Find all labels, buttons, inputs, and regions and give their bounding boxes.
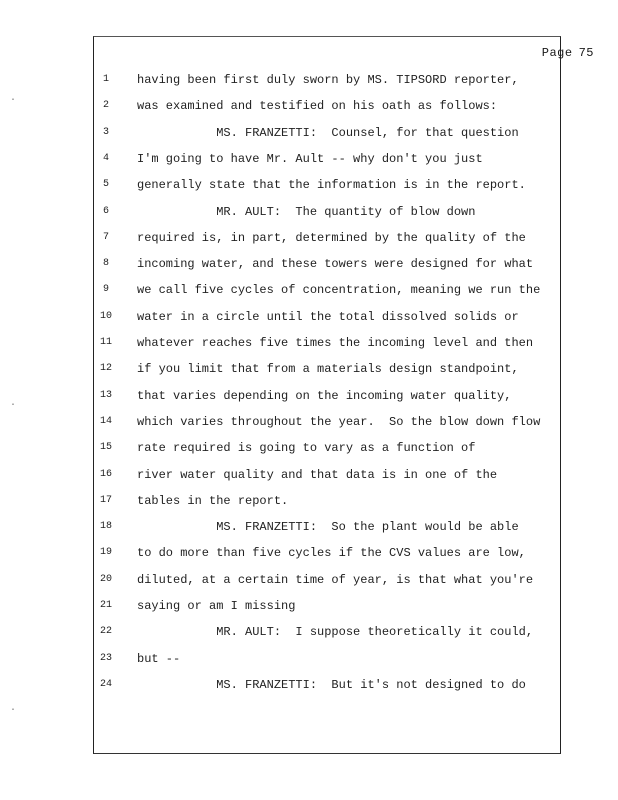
transcript-line <box>0 149 618 169</box>
page-label: Page <box>541 46 573 60</box>
line-number: 8 <box>102 258 109 270</box>
line-number: 5 <box>102 179 109 191</box>
line-text: to do more than five cycles if the CVS values are low, <box>137 546 526 561</box>
line-number: 13 <box>99 389 112 401</box>
transcript-line <box>0 570 618 590</box>
margin-punch-mark: · <box>10 95 17 106</box>
line-number: 21 <box>99 600 112 611</box>
transcript-line <box>0 596 618 616</box>
line-text: we call five cycles of concentration, meaning we run the <box>137 283 541 298</box>
line-number: 24 <box>99 678 112 690</box>
page-number: 75 <box>578 46 594 60</box>
line-number: 19 <box>99 547 112 559</box>
line-number: 17 <box>99 494 112 506</box>
line-number: 11 <box>99 337 112 348</box>
line-number: 22 <box>99 626 112 638</box>
line-number: 1 <box>102 74 109 85</box>
transcript-line <box>0 307 618 327</box>
line-number: 10 <box>99 310 112 322</box>
line-number: 2 <box>102 100 109 112</box>
line-number: 6 <box>102 205 109 217</box>
line-text: saying or am I missing <box>137 599 296 613</box>
transcript-line <box>0 465 618 485</box>
margin-punch-mark: · <box>10 705 17 716</box>
transcript-line <box>0 386 618 406</box>
margin-punch-mark: · <box>10 400 17 411</box>
transcript-line <box>0 123 618 143</box>
line-number: 4 <box>102 152 109 164</box>
transcript-line <box>0 175 618 195</box>
line-text: water in a circle until the total dissolved solids or <box>137 309 519 324</box>
line-number: 3 <box>102 126 109 138</box>
line-number: 16 <box>99 468 112 480</box>
transcript-line <box>0 675 618 695</box>
line-text: diluted, at a certain time of year, is that what you're <box>137 572 534 587</box>
transcript-line <box>0 228 618 248</box>
line-text: rate required is going to vary as a function of <box>137 441 476 456</box>
line-text: MS. FRANZETTI: So the plant would be able <box>137 520 519 535</box>
line-text: generally state that the information is in the report. <box>137 178 526 193</box>
transcript-line <box>0 359 618 379</box>
line-number: 15 <box>99 442 112 454</box>
transcript-line <box>0 622 618 642</box>
line-number: 20 <box>99 573 112 585</box>
line-number: 7 <box>102 231 109 243</box>
transcript-line <box>0 70 618 90</box>
transcript-line <box>0 438 618 458</box>
line-text: if you limit that from a materials design standpoint, <box>137 362 519 377</box>
transcript-line <box>0 333 618 353</box>
line-text: MR. AULT: The quantity of blow down <box>137 204 476 219</box>
line-number: 12 <box>99 363 112 375</box>
transcript-line <box>0 517 618 537</box>
transcript-line <box>0 96 618 116</box>
line-text: incoming water, and these towers were designed for what <box>137 257 534 272</box>
transcript-line <box>0 280 618 300</box>
line-text: was examined and testified on his oath as follows: <box>137 99 498 114</box>
line-number: 18 <box>99 521 112 533</box>
transcript-line <box>0 254 618 274</box>
line-text: MS. FRANZETTI: Counsel, for that question <box>137 125 519 140</box>
line-text: MR. AULT: I suppose theoretically it could, <box>137 625 534 640</box>
line-text: required is, in part, determined by the quality of the <box>137 230 526 245</box>
line-text: river water quality and that data is in one of the <box>137 467 498 482</box>
line-text: but -- <box>137 651 181 666</box>
line-number: 23 <box>99 652 112 664</box>
transcript-line <box>0 491 618 511</box>
line-text: MS. FRANZETTI: But it's not designed to do <box>137 677 526 692</box>
transcript-line <box>0 412 618 432</box>
transcript-line <box>0 649 618 669</box>
line-number: 14 <box>99 415 112 427</box>
line-text: tables in the report. <box>137 493 289 508</box>
line-text: having been first duly sworn by MS. TIPSORD reporter, <box>137 73 519 87</box>
transcript-line <box>0 202 618 222</box>
line-number: 9 <box>102 284 109 296</box>
line-text: I'm going to have Mr. Ault -- why don't you just <box>137 151 483 166</box>
line-text: whatever reaches five times the incoming level and then <box>137 336 534 350</box>
line-text: which varies throughout the year. So the blow down flow <box>137 414 541 429</box>
transcript-line <box>0 543 618 563</box>
line-text: that varies depending on the incoming water quality, <box>137 388 512 403</box>
